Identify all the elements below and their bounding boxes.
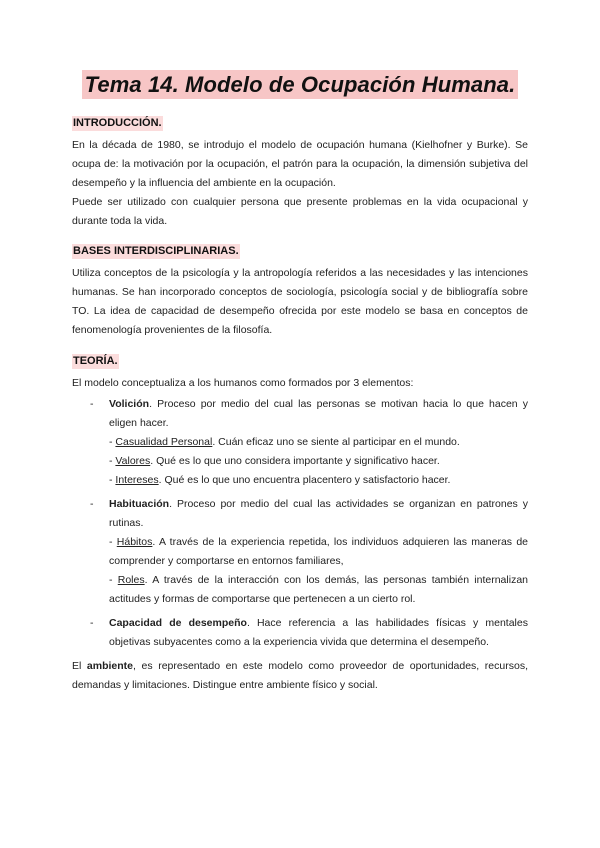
sub-prefix: - — [109, 574, 118, 586]
list-dash: - — [90, 617, 94, 629]
capacidad-text: . Hace referencia a las habilidades físicas y mentales objetivas subyacentes como a la experiencia vivida que determina el desempeño. — [109, 617, 528, 648]
ambiente-paragraph — [72, 657, 528, 695]
sub-prefix: - — [109, 455, 116, 467]
sub-prefix: - — [109, 474, 116, 486]
intereses-text: . Qué es lo que uno encuentra placentero y satisfactorio hacer. — [158, 474, 451, 486]
teoria-intro: El modelo conceptualiza a los humanos como formados por 3 elementos: — [72, 377, 414, 389]
list-item-capacidad — [72, 614, 528, 652]
casualidad-text: . Cuán eficaz uno se siente al participar en el mundo. — [212, 436, 460, 448]
section-introduccion — [72, 136, 528, 231]
sub-item-valores — [109, 452, 528, 471]
sub-item-roles — [109, 571, 528, 609]
intro-paragraph-2: Puede ser utilizado con cualquier persona que presente problemas en la vida ocupacional y durante toda la vida. — [72, 196, 528, 227]
list-dash: - — [90, 498, 94, 510]
section-bases — [72, 264, 528, 340]
intro-paragraph-1: En la década de 1980, se introdujo el modelo de ocupación humana (Kielhofner y Burke). Se ocupa de: la motivación por la ocupación, el patrón para la ocupación, la dimensión subjetiva del desempeño y la influencia del ambiente en la ocupación. — [72, 139, 528, 189]
habituacion-text: . Proceso por medio del cual las actividades se organizan en patrones y rutinas. — [109, 498, 528, 529]
ambiente-text: , es representado en este modelo como proveedor de oportunidades, recursos, demandas y limitaciones. Distingue entre ambiente físico y social. — [72, 660, 528, 691]
heading-bases: BASES INTERDISCIPLINARIAS. — [73, 245, 239, 257]
heading-teoria: TEORÍA. — [73, 355, 118, 367]
term-valores: Valores — [115, 455, 151, 467]
term-intereses: Intereses — [115, 474, 159, 486]
sub-item-intereses — [109, 471, 528, 490]
term-capacidad-desempeno: Capacidad de desempeño — [109, 617, 247, 629]
habitos-text: . A través de la experiencia repetida, los individuos adquieren las maneras de comprender y comportarse en entornos familiares, — [109, 536, 528, 567]
term-ambiente: ambiente — [86, 660, 134, 672]
page-title: Tema 14. Modelo de Ocupación Humana. — [82, 70, 519, 99]
list-item-volicion — [72, 395, 528, 490]
bases-paragraph: Utiliza conceptos de la psicología y la antropología referidos a las necesidades y las intenciones humanas. Se han incorporado conceptos de sociología, psicología social y de bibliografía sobre TO. La idea de capacidad de desempeño ofrecida por este modelo se basa en conceptos de fenomenología provenientes de la filosofía. — [72, 267, 528, 336]
volicion-text: . Proceso por medio del cual las personas se motivan hacia lo que hacen y eligen hacer. — [109, 398, 528, 429]
valores-text: . Qué es lo que uno considera importante y significativo hacer. — [150, 455, 440, 467]
term-habituacion: Habituación — [109, 498, 170, 510]
sub-item-habitos — [109, 533, 528, 571]
sub-item-casualidad — [109, 433, 528, 452]
sub-prefix: - — [109, 436, 116, 448]
section-teoria — [72, 374, 528, 695]
term-roles: Roles — [117, 574, 145, 586]
term-casualidad-personal: Casualidad Personal — [115, 436, 213, 448]
sub-prefix: - — [109, 536, 117, 548]
roles-text: . A través de la interacción con los demás, las personas también internalizan actitudes y formas de comportarse que pertenecen a un cierto rol. — [109, 574, 528, 605]
heading-introduccion: INTRODUCCIÓN. — [73, 117, 162, 129]
elements-list — [72, 395, 528, 652]
ambiente-pre: El — [72, 660, 87, 672]
title-wrap — [72, 0, 528, 99]
list-dash: - — [90, 398, 94, 410]
term-volicion: Volición — [109, 398, 150, 410]
list-item-habituacion — [72, 495, 528, 609]
term-habitos: Hábitos — [116, 536, 153, 548]
